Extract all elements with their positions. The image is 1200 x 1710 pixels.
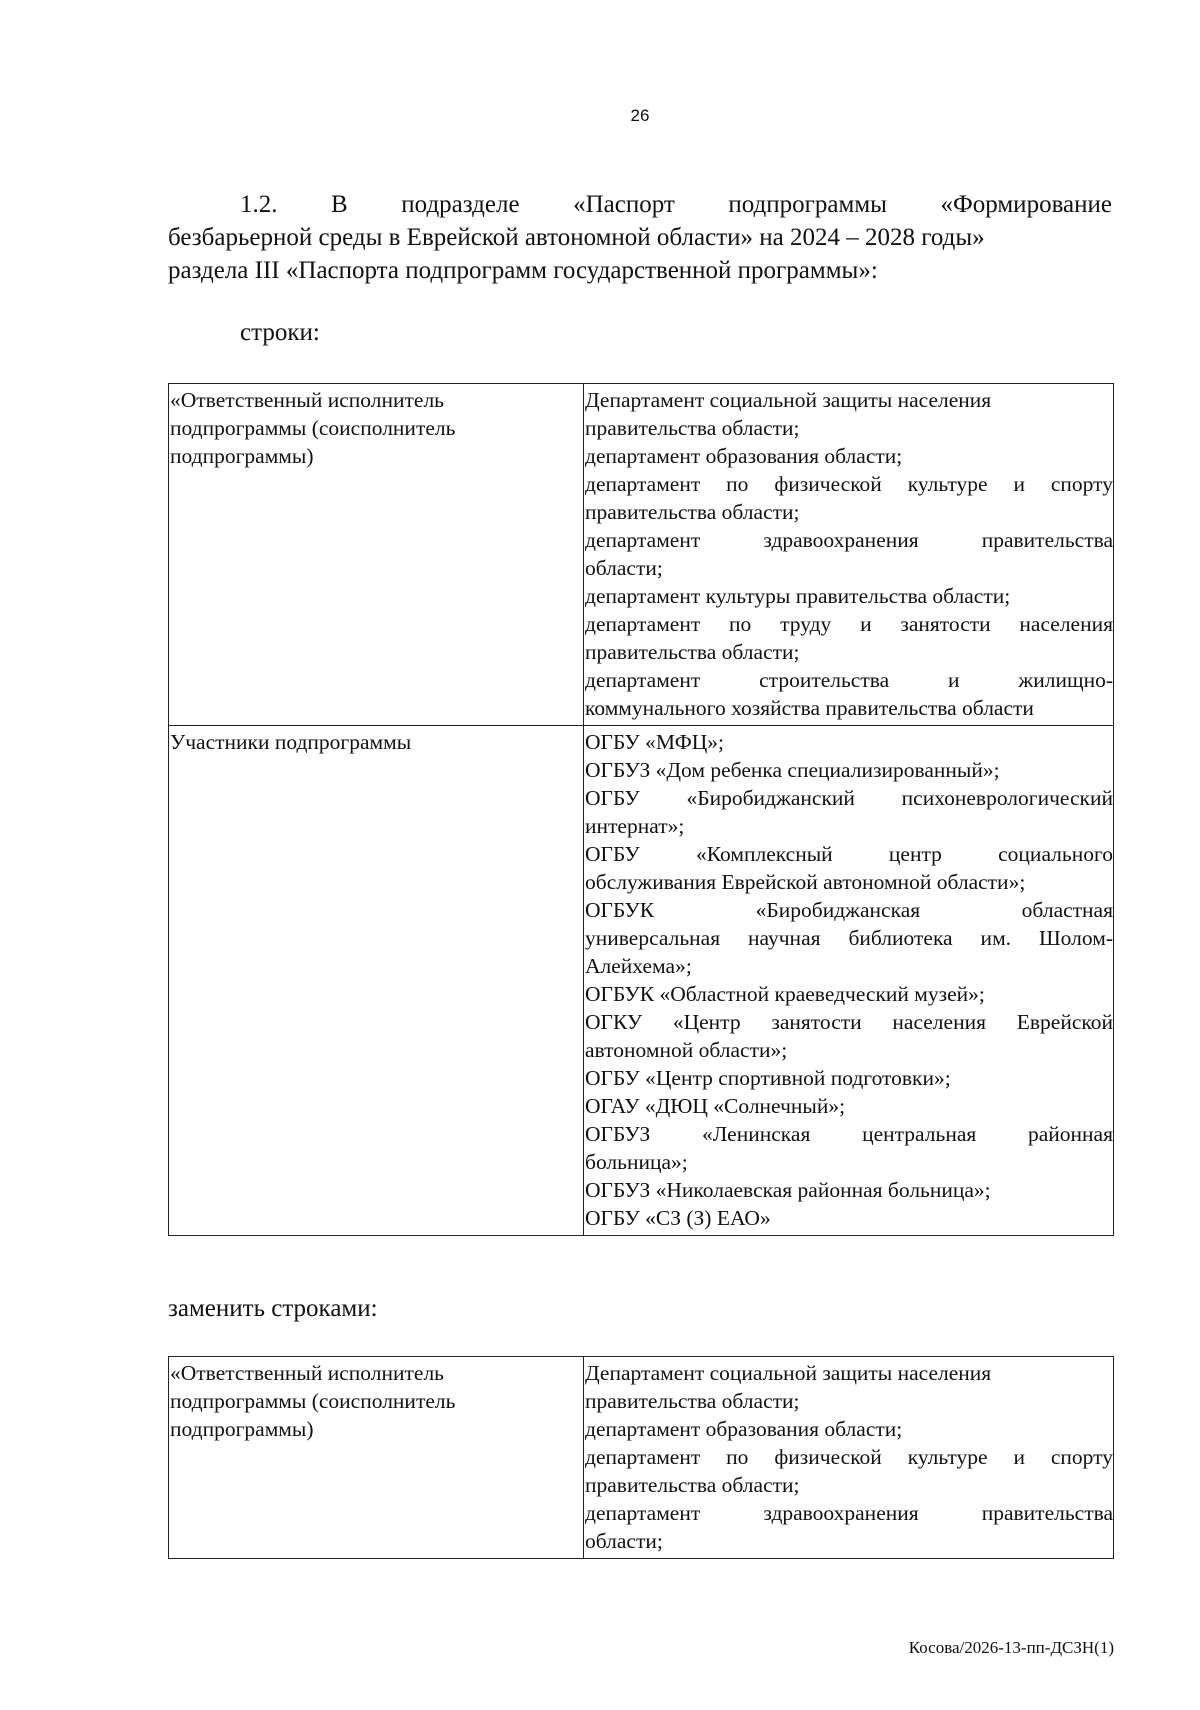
cell-text: универсальная научная библиотека им. Шолом- bbox=[585, 926, 1113, 950]
table-row bbox=[169, 384, 1114, 726]
cell-text: правительства области; bbox=[585, 416, 800, 440]
cell-text: подпрограммы (соисполнитель bbox=[170, 416, 456, 440]
cell-text: правительства области; bbox=[585, 500, 800, 524]
cell-text: интернат»; bbox=[585, 814, 685, 838]
cell-text: области; bbox=[585, 1529, 663, 1553]
cell-text: ОГКУ «Центр занятости населения Еврейской bbox=[585, 1010, 1113, 1034]
cell-text: Департамент социальной защиты населения bbox=[585, 388, 992, 412]
cell-text: больница»; bbox=[585, 1150, 688, 1174]
cell-text: ОГБУЗ «Николаевская районная больница»; bbox=[585, 1178, 991, 1202]
cell-text: ОГБУЗ «Дом ребенка специализированный»; bbox=[585, 758, 1000, 782]
cell-text: подпрограммы) bbox=[170, 1417, 314, 1441]
old-rows-table bbox=[168, 383, 1114, 1236]
cell-text: правительства области; bbox=[585, 1473, 800, 1497]
cell-text: ОГАУ «ДЮЦ «Солнечный»; bbox=[585, 1094, 846, 1118]
cell-text: «Ответственный исполнитель bbox=[170, 1361, 444, 1385]
table-row bbox=[169, 1357, 1114, 1559]
cell-text: Участники подпрограммы bbox=[170, 730, 412, 754]
cell-text: департамент по труду и занятости населения bbox=[585, 612, 1113, 636]
intro-line: безбарьерной среды в Еврейской автономной области» на 2024 – 2028 годы» bbox=[168, 224, 985, 251]
replace-label: заменить строками: bbox=[168, 1295, 378, 1322]
cell-text: ОГБУ «МФЦ»; bbox=[585, 730, 724, 754]
cell-text: департамент по физической культуре и спорту bbox=[585, 1445, 1113, 1469]
cell-text: ОГБУ «Комплексный центр социального bbox=[585, 842, 1113, 866]
cell-text: департамент образования области; bbox=[585, 444, 903, 468]
cell-text: ОГБУ «Центр спортивной подготовки»; bbox=[585, 1066, 951, 1090]
row-value-cell bbox=[584, 1357, 1114, 1559]
row-label-cell bbox=[169, 384, 584, 726]
cell-text: департамент здравоохранения правительства bbox=[585, 528, 1113, 552]
cell-text: департамент образования области; bbox=[585, 1417, 903, 1441]
cell-text: департамент по физической культуре и спорту bbox=[585, 472, 1113, 496]
intro-line: раздела III «Паспорта подпрограмм государственной программы»: bbox=[168, 257, 878, 284]
rows-label: строки: bbox=[240, 319, 320, 346]
cell-text: подпрограммы (соисполнитель bbox=[170, 1389, 456, 1413]
cell-text: коммунального хозяйства правительства области bbox=[585, 696, 1034, 720]
row-label-cell bbox=[169, 726, 584, 1236]
cell-text: Алейхема»; bbox=[585, 954, 692, 978]
cell-text: автономной области»; bbox=[585, 1038, 788, 1062]
document-code: Косова/2026-13-пп-ДСЗН(1) bbox=[908, 1638, 1114, 1657]
row-value-cell bbox=[584, 726, 1114, 1236]
cell-text: «Ответственный исполнитель bbox=[170, 388, 444, 412]
cell-text: правительства области; bbox=[585, 640, 800, 664]
cell-text: ОГБУК «Областной краеведческий музей»; bbox=[585, 982, 985, 1006]
cell-text: Департамент социальной защиты населения bbox=[585, 1361, 992, 1385]
cell-text: обслуживания Еврейской автономной области»; bbox=[585, 870, 1026, 894]
intro-line: 1.2. В подразделе «Паспорт подпрограммы «Формирование bbox=[240, 191, 1112, 218]
table-row bbox=[169, 726, 1114, 1236]
cell-text: подпрограммы) bbox=[170, 444, 314, 468]
row-label-cell bbox=[169, 1357, 584, 1559]
cell-text: ОГБУК «Биробиджанская областная bbox=[585, 898, 1113, 922]
intro-paragraph bbox=[168, 188, 1112, 287]
new-rows-table bbox=[168, 1356, 1114, 1559]
cell-text: области; bbox=[585, 556, 663, 580]
cell-text: департамент строительства и жилищно- bbox=[585, 668, 1113, 692]
cell-text: правительства области; bbox=[585, 1389, 800, 1413]
cell-text: департамент здравоохранения правительства bbox=[585, 1501, 1113, 1525]
row-value-cell bbox=[584, 384, 1114, 726]
page-number: 26 bbox=[630, 106, 650, 125]
cell-text: ОГБУЗ «Ленинская центральная районная bbox=[585, 1122, 1113, 1146]
cell-text: департамент культуры правительства области; bbox=[585, 584, 1011, 608]
cell-text: ОГБУ «СЗ (З) ЕАО» bbox=[585, 1206, 771, 1230]
cell-text: ОГБУ «Биробиджанский психоневрологический bbox=[585, 786, 1113, 810]
